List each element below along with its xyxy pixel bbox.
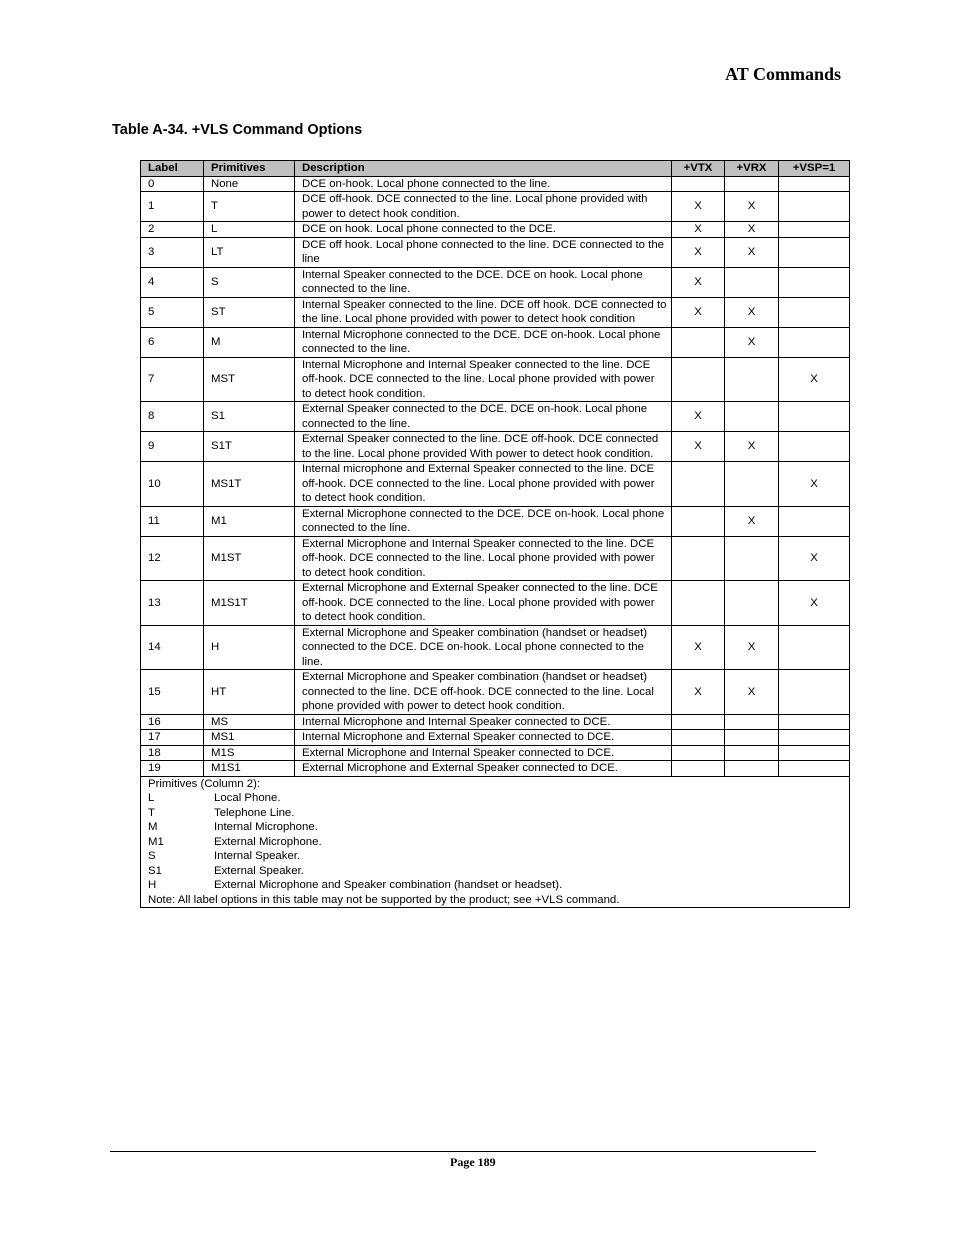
vls-options-table xyxy=(140,160,850,908)
vrx-cell: X xyxy=(725,297,779,327)
table-row xyxy=(141,267,850,297)
table-row xyxy=(141,357,850,402)
legend-item xyxy=(148,820,842,835)
description-cell: External Speaker connected to the line. DCE off-hook. DCE connected to the line. Local phone provided With power to detect hook condition. xyxy=(295,432,672,462)
table-row xyxy=(141,730,850,746)
vrx-cell: X xyxy=(725,432,779,462)
description-cell: Internal Speaker connected to the line. DCE off hook. DCE connected to the line. Local phone provided with power to detect hook condition xyxy=(295,297,672,327)
vsp-cell: X xyxy=(779,536,850,581)
legend-code: S xyxy=(148,850,156,862)
vtx-cell xyxy=(672,761,725,777)
table-note: Note: All label options in this table may not be supported by the product; see +VLS command. xyxy=(148,893,620,906)
table-row xyxy=(141,237,850,267)
vtx-cell xyxy=(672,536,725,581)
table-caption: Table A-34. +VLS Command Options xyxy=(112,122,363,138)
label-cell: 13 xyxy=(141,581,204,626)
vrx-cell xyxy=(725,730,779,746)
table-row xyxy=(141,761,850,777)
vsp-cell xyxy=(779,192,850,222)
table-row xyxy=(141,506,850,536)
vtx-cell xyxy=(672,730,725,746)
legend-item xyxy=(148,878,842,893)
legend-meaning: External Microphone and Speaker combination (handset or headset). xyxy=(214,879,563,891)
table-row xyxy=(141,297,850,327)
description-cell: DCE on-hook. Local phone connected to the line. xyxy=(295,176,672,192)
vsp-cell xyxy=(779,222,850,238)
vtx-cell: X xyxy=(672,267,725,297)
primitives-cell: M1 xyxy=(204,506,295,536)
table-row xyxy=(141,581,850,626)
primitives-cell: ST xyxy=(204,297,295,327)
vsp-cell xyxy=(779,625,850,670)
primitives-cell: M1ST xyxy=(204,536,295,581)
vrx-cell: X xyxy=(725,625,779,670)
legend-meaning: Internal Microphone. xyxy=(214,821,318,833)
primitives-cell: MS1 xyxy=(204,730,295,746)
vrx-cell: X xyxy=(725,192,779,222)
primitives-cell: H xyxy=(204,625,295,670)
label-cell: 14 xyxy=(141,625,204,670)
legend-code: M1 xyxy=(148,835,164,848)
vsp-cell xyxy=(779,267,850,297)
primitives-cell: MST xyxy=(204,357,295,402)
description-cell: Internal Microphone and Internal Speaker connected to DCE. xyxy=(295,714,672,730)
legend-cell xyxy=(141,776,850,908)
table-row xyxy=(141,432,850,462)
table-header-row xyxy=(141,161,850,177)
label-cell: 18 xyxy=(141,745,204,761)
label-cell: 1 xyxy=(141,192,204,222)
vsp-cell xyxy=(779,297,850,327)
label-cell: 12 xyxy=(141,536,204,581)
primitives-cell: M xyxy=(204,327,295,357)
table-row xyxy=(141,745,850,761)
legend-meaning: Internal Speaker. xyxy=(214,850,301,862)
primitives-cell: M1S1T xyxy=(204,581,295,626)
label-cell: 15 xyxy=(141,670,204,715)
vsp-cell xyxy=(779,730,850,746)
column-header-primitives: Primitives xyxy=(204,161,295,177)
label-cell: 6 xyxy=(141,327,204,357)
column-header-vsp: +VSP=1 xyxy=(779,161,850,177)
description-cell: External Microphone and External Speaker connected to the line. DCE off-hook. DCE connected to the line. Local phone provided with power to detect hook condition. xyxy=(295,581,672,626)
description-cell: DCE on hook. Local phone connected to the DCE. xyxy=(295,222,672,238)
vrx-cell: X xyxy=(725,506,779,536)
primitives-cell: S1T xyxy=(204,432,295,462)
primitives-cell: None xyxy=(204,176,295,192)
vsp-cell xyxy=(779,176,850,192)
table-row xyxy=(141,327,850,357)
primitives-cell: S xyxy=(204,267,295,297)
vsp-cell: X xyxy=(779,357,850,402)
vtx-cell xyxy=(672,462,725,507)
vrx-cell xyxy=(725,462,779,507)
vtx-cell xyxy=(672,581,725,626)
vtx-cell xyxy=(672,745,725,761)
legend-row xyxy=(141,776,850,908)
vrx-cell xyxy=(725,536,779,581)
label-cell: 16 xyxy=(141,714,204,730)
primitives-cell: MS xyxy=(204,714,295,730)
label-cell: 11 xyxy=(141,506,204,536)
description-cell: External Microphone and Speaker combination (handset or headset) connected to the line. DCE off-hook. DCE connected to the line. Local phone provided with power to detect hook condition. xyxy=(295,670,672,715)
label-cell: 0 xyxy=(141,176,204,192)
vrx-cell xyxy=(725,267,779,297)
legend-meaning: External Microphone. xyxy=(214,835,322,848)
description-cell: External Microphone connected to the DCE. DCE on-hook. Local phone connected to the line. xyxy=(295,506,672,536)
legend-meaning: Local Phone. xyxy=(214,792,281,804)
vsp-cell xyxy=(779,670,850,715)
description-cell: Internal Microphone and Internal Speaker connected to the line. DCE off-hook. DCE connected to the line. Local phone provided with power to detect hook condition. xyxy=(295,357,672,402)
primitives-cell: LT xyxy=(204,237,295,267)
vtx-cell xyxy=(672,176,725,192)
legend-code: M xyxy=(148,821,158,833)
column-header-label: Label xyxy=(141,161,204,177)
vtx-cell: X xyxy=(672,222,725,238)
page-number: Page 189 xyxy=(450,1155,496,1169)
legend-item xyxy=(148,835,842,850)
vtx-cell xyxy=(672,327,725,357)
description-cell: External Microphone and External Speaker connected to DCE. xyxy=(295,761,672,777)
legend-heading: Primitives (Column 2): xyxy=(148,777,261,790)
vsp-cell: X xyxy=(779,462,850,507)
vsp-cell xyxy=(779,506,850,536)
vrx-cell xyxy=(725,402,779,432)
label-cell: 9 xyxy=(141,432,204,462)
table-row xyxy=(141,536,850,581)
vrx-cell: X xyxy=(725,327,779,357)
label-cell: 17 xyxy=(141,730,204,746)
primitives-cell: M1S1 xyxy=(204,761,295,777)
legend-meaning: Telephone Line. xyxy=(214,806,295,819)
label-cell: 2 xyxy=(141,222,204,238)
table-row xyxy=(141,176,850,192)
footer-rule xyxy=(110,1151,816,1152)
description-cell: Internal microphone and External Speaker connected to the line. DCE off-hook. DCE connected to the line. Local phone provided with power to detect hook condition. xyxy=(295,462,672,507)
table-row xyxy=(141,625,850,670)
legend-item xyxy=(148,864,842,879)
vtx-cell xyxy=(672,506,725,536)
primitives-cell: S1 xyxy=(204,402,295,432)
label-cell: 4 xyxy=(141,267,204,297)
label-cell: 5 xyxy=(141,297,204,327)
table-row xyxy=(141,222,850,238)
label-cell: 19 xyxy=(141,761,204,777)
description-cell: Internal Microphone connected to the DCE. DCE on-hook. Local phone connected to the line. xyxy=(295,327,672,357)
vrx-cell xyxy=(725,714,779,730)
vrx-cell xyxy=(725,357,779,402)
legend-code: L xyxy=(148,792,155,804)
table-row xyxy=(141,670,850,715)
vtx-cell: X xyxy=(672,237,725,267)
table-row xyxy=(141,462,850,507)
vsp-cell xyxy=(779,714,850,730)
vsp-cell xyxy=(779,237,850,267)
vtx-cell: X xyxy=(672,297,725,327)
primitives-cell: L xyxy=(204,222,295,238)
description-cell: External Microphone and Speaker combination (handset or headset) connected to the DCE. DCE on-hook. Local phone connected to the line. xyxy=(295,625,672,670)
vtx-cell xyxy=(672,714,725,730)
vsp-cell: X xyxy=(779,581,850,626)
vtx-cell: X xyxy=(672,432,725,462)
vtx-cell: X xyxy=(672,625,725,670)
description-cell: External Speaker connected to the DCE. DCE on-hook. Local phone connected to the line. xyxy=(295,402,672,432)
primitives-cell: M1S xyxy=(204,745,295,761)
legend-meaning: External Speaker. xyxy=(214,864,304,877)
legend-item xyxy=(148,791,842,806)
page-header-title: AT Commands xyxy=(725,64,841,84)
table-row xyxy=(141,192,850,222)
table-body xyxy=(141,176,850,908)
vtx-cell: X xyxy=(672,670,725,715)
description-cell: External Microphone and Internal Speaker connected to DCE. xyxy=(295,745,672,761)
vsp-cell xyxy=(779,745,850,761)
table-row xyxy=(141,714,850,730)
vsp-cell xyxy=(779,761,850,777)
column-header-vrx: +VRX xyxy=(725,161,779,177)
vrx-cell xyxy=(725,745,779,761)
description-cell: DCE off-hook. DCE connected to the line. Local phone provided with power to detect hook condition. xyxy=(295,192,672,222)
label-cell: 3 xyxy=(141,237,204,267)
legend-code: S1 xyxy=(148,864,162,877)
vsp-cell xyxy=(779,432,850,462)
description-cell: DCE off hook. Local phone connected to the line. DCE connected to the line xyxy=(295,237,672,267)
vrx-cell: X xyxy=(725,222,779,238)
description-cell: Internal Microphone and External Speaker connected to DCE. xyxy=(295,730,672,746)
column-header-description: Description xyxy=(295,161,672,177)
vsp-cell xyxy=(779,402,850,432)
vtx-cell xyxy=(672,357,725,402)
legend-item xyxy=(148,806,842,821)
column-header-vtx: +VTX xyxy=(672,161,725,177)
primitives-cell: T xyxy=(204,192,295,222)
label-cell: 7 xyxy=(141,357,204,402)
legend-code: T xyxy=(148,806,155,819)
vrx-cell xyxy=(725,176,779,192)
primitives-cell: HT xyxy=(204,670,295,715)
description-cell: Internal Speaker connected to the DCE. DCE on hook. Local phone connected to the line. xyxy=(295,267,672,297)
label-cell: 10 xyxy=(141,462,204,507)
vtx-cell: X xyxy=(672,192,725,222)
vrx-cell: X xyxy=(725,670,779,715)
legend-item xyxy=(148,849,842,864)
vrx-cell xyxy=(725,761,779,777)
description-cell: External Microphone and Internal Speaker connected to the line. DCE off-hook. DCE connected to the line. Local phone provided with power to detect hook condition. xyxy=(295,536,672,581)
label-cell: 8 xyxy=(141,402,204,432)
vrx-cell xyxy=(725,581,779,626)
vtx-cell: X xyxy=(672,402,725,432)
legend-code: H xyxy=(148,879,157,891)
table-row xyxy=(141,402,850,432)
vrx-cell: X xyxy=(725,237,779,267)
vsp-cell xyxy=(779,327,850,357)
primitives-cell: MS1T xyxy=(204,462,295,507)
